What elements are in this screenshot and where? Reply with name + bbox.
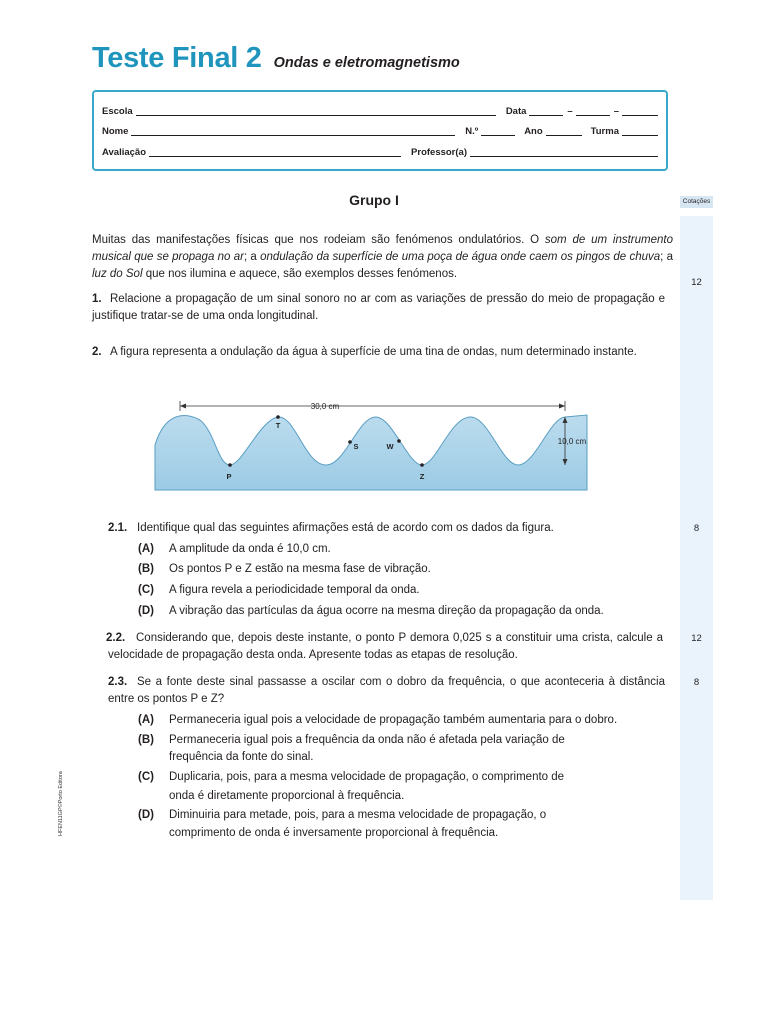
option-2-1-B[interactable] xyxy=(138,561,673,579)
professor-field[interactable] xyxy=(470,147,658,157)
score-q1: 12 xyxy=(691,277,702,288)
option-text-line-1: Diminuiria para metade, pois, para a mesma velocidade de propagação, o xyxy=(169,809,547,821)
option-key: (D) xyxy=(138,809,154,821)
point-S-marker xyxy=(348,440,352,444)
avaliacao-label: Avaliação xyxy=(102,147,147,158)
option-text-line-2: comprimento de onda é inversamente proporcional à frequência. xyxy=(169,827,499,839)
point-T-label: T xyxy=(275,421,281,430)
option-text: A vibração das partículas da água ocorre na mesma direção da propagação da onda. xyxy=(169,605,604,617)
question-2-2 xyxy=(108,630,663,664)
option-key: (A) xyxy=(138,543,154,555)
form-row-1 xyxy=(102,106,658,117)
question-text: Relacione a propagação de um sinal sonoro no ar com as variações de pressão do meio de propagação e justifique tratar-se de uma onda longitudinal. xyxy=(92,293,665,323)
point-S-label: S xyxy=(353,442,359,451)
group-title: Grupo I xyxy=(349,192,399,208)
intro-italic: ondulação da superfície de uma poça de água onde caem os pingos de chuva xyxy=(260,251,661,264)
numero-field[interactable] xyxy=(481,126,515,136)
question-number: 2. xyxy=(92,346,102,358)
test-subtitle: Ondas e eletromagnetismo xyxy=(273,55,460,71)
option-text-line-2: frequência da fonte do sinal. xyxy=(169,751,314,763)
date-year-field[interactable] xyxy=(622,106,658,116)
question-text: Identifique qual das seguintes afirmações está de acordo com os dados da figura. xyxy=(137,522,554,534)
option-text: Permaneceria igual pois a velocidade de propagação também aumentaria para o dobro. xyxy=(169,714,618,726)
point-Z-marker xyxy=(420,463,424,467)
intro-text: que nos ilumina e aquece, são exemplos desses fenómenos. xyxy=(142,268,458,281)
width-label: 30,0 cm xyxy=(310,402,340,411)
score-q23: 8 xyxy=(693,677,700,688)
option-key: (C) xyxy=(138,771,154,783)
form-row-2 xyxy=(102,126,658,137)
point-T-marker xyxy=(276,415,280,419)
page-title xyxy=(92,42,460,75)
form-row-3 xyxy=(102,147,658,158)
cotacoes-column xyxy=(680,216,713,900)
nome-field[interactable] xyxy=(131,126,455,136)
question-number: 2.2. xyxy=(106,632,126,644)
option-2-1-A[interactable] xyxy=(138,541,673,559)
option-key: (C) xyxy=(138,584,154,596)
wave-figure xyxy=(150,390,592,492)
option-text-line-1: Permaneceria igual pois a frequência da onda não é afetada pela variação de xyxy=(169,734,565,746)
intro-paragraph xyxy=(92,232,673,284)
option-2-1-C[interactable] xyxy=(138,582,673,600)
turma-field[interactable] xyxy=(622,126,658,136)
point-Z-label: Z xyxy=(419,472,425,481)
data-label: Data xyxy=(505,106,527,117)
escola-field[interactable] xyxy=(136,106,496,116)
option-text: A figura revela a periodicidade temporal da onda. xyxy=(169,584,420,596)
escola-label: Escola xyxy=(102,106,133,117)
intro-text: ; a xyxy=(243,251,261,264)
option-text-line-1: Duplicaria, pois, para a mesma velocidade de propagação, o comprimento de xyxy=(169,771,565,783)
numero-label: N.º xyxy=(465,126,479,137)
height-label: 10,0 cm xyxy=(557,437,587,446)
option-key: (D) xyxy=(138,605,154,617)
question-text: Se a fonte deste sinal passasse a oscilar com o dobro da frequência, o que aconteceria à distância entre os pontos P e Z? xyxy=(108,676,665,706)
question-number: 1. xyxy=(92,293,102,305)
intro-italic: som de um instrumento musical que se propaga no ar xyxy=(92,234,673,264)
question-text: A figura representa a ondulação da água à superfície de uma tina de ondas, num determinado instante. xyxy=(110,346,637,358)
point-W-label: W xyxy=(386,442,394,451)
option-2-3-D[interactable] xyxy=(138,807,673,843)
ano-label: Ano xyxy=(524,126,543,137)
option-key: (B) xyxy=(138,734,154,746)
professor-label: Professor(a) xyxy=(411,147,467,158)
arrowhead-left xyxy=(180,404,186,409)
nome-label: Nome xyxy=(102,126,129,137)
intro-italic: luz do Sol xyxy=(92,268,143,281)
test-title: Teste Final 2 xyxy=(92,42,262,74)
date-day-field[interactable] xyxy=(529,106,563,116)
question-2 xyxy=(92,344,665,361)
intro-text: ; a xyxy=(660,251,674,264)
water-body xyxy=(155,415,587,490)
option-2-3-A[interactable] xyxy=(138,712,673,730)
intro-text: Muitas das manifestações físicas que nos rodeiam são fenómenos ondulatórios. O xyxy=(92,234,545,246)
question-1 xyxy=(92,291,665,325)
turma-label: Turma xyxy=(590,126,619,137)
date-dash: – xyxy=(567,106,573,117)
question-2-3 xyxy=(108,674,665,708)
option-text: A amplitude da onda é 10,0 cm. xyxy=(169,543,331,555)
question-number: 2.3. xyxy=(108,676,128,688)
cotacoes-header: Cotações xyxy=(680,196,713,208)
option-2-1-D[interactable] xyxy=(138,603,673,621)
point-W-marker xyxy=(397,439,401,443)
option-2-3-C[interactable] xyxy=(138,769,673,805)
date-month-field[interactable] xyxy=(576,106,610,116)
publisher-code: HFEN11GP©Porto Editora xyxy=(58,771,64,836)
option-key: (B) xyxy=(138,563,154,575)
question-text: Considerando que, depois deste instante, o ponto P demora 0,025 s a constituir uma crista, calcule a velocidade de propagação desta onda. Apresente todas as etapas de resolução. xyxy=(108,632,663,662)
question-number: 2.1. xyxy=(108,522,128,534)
option-text: Os pontos P e Z estão na mesma fase de vibração. xyxy=(169,563,431,575)
option-key: (A) xyxy=(138,714,154,726)
point-P-label: P xyxy=(226,472,232,481)
avaliacao-field[interactable] xyxy=(149,147,401,157)
point-P-marker xyxy=(228,463,232,467)
question-2-1 xyxy=(108,520,673,537)
score-q21: 8 xyxy=(693,523,700,534)
option-text-line-2: onda é diretamente proporcional à frequência. xyxy=(169,790,405,802)
score-q22: 12 xyxy=(691,633,702,644)
date-dash: – xyxy=(613,106,619,117)
ano-field[interactable] xyxy=(546,126,582,136)
student-info-box xyxy=(92,90,668,171)
option-2-3-B[interactable] xyxy=(138,732,673,768)
arrowhead-right xyxy=(559,404,565,409)
